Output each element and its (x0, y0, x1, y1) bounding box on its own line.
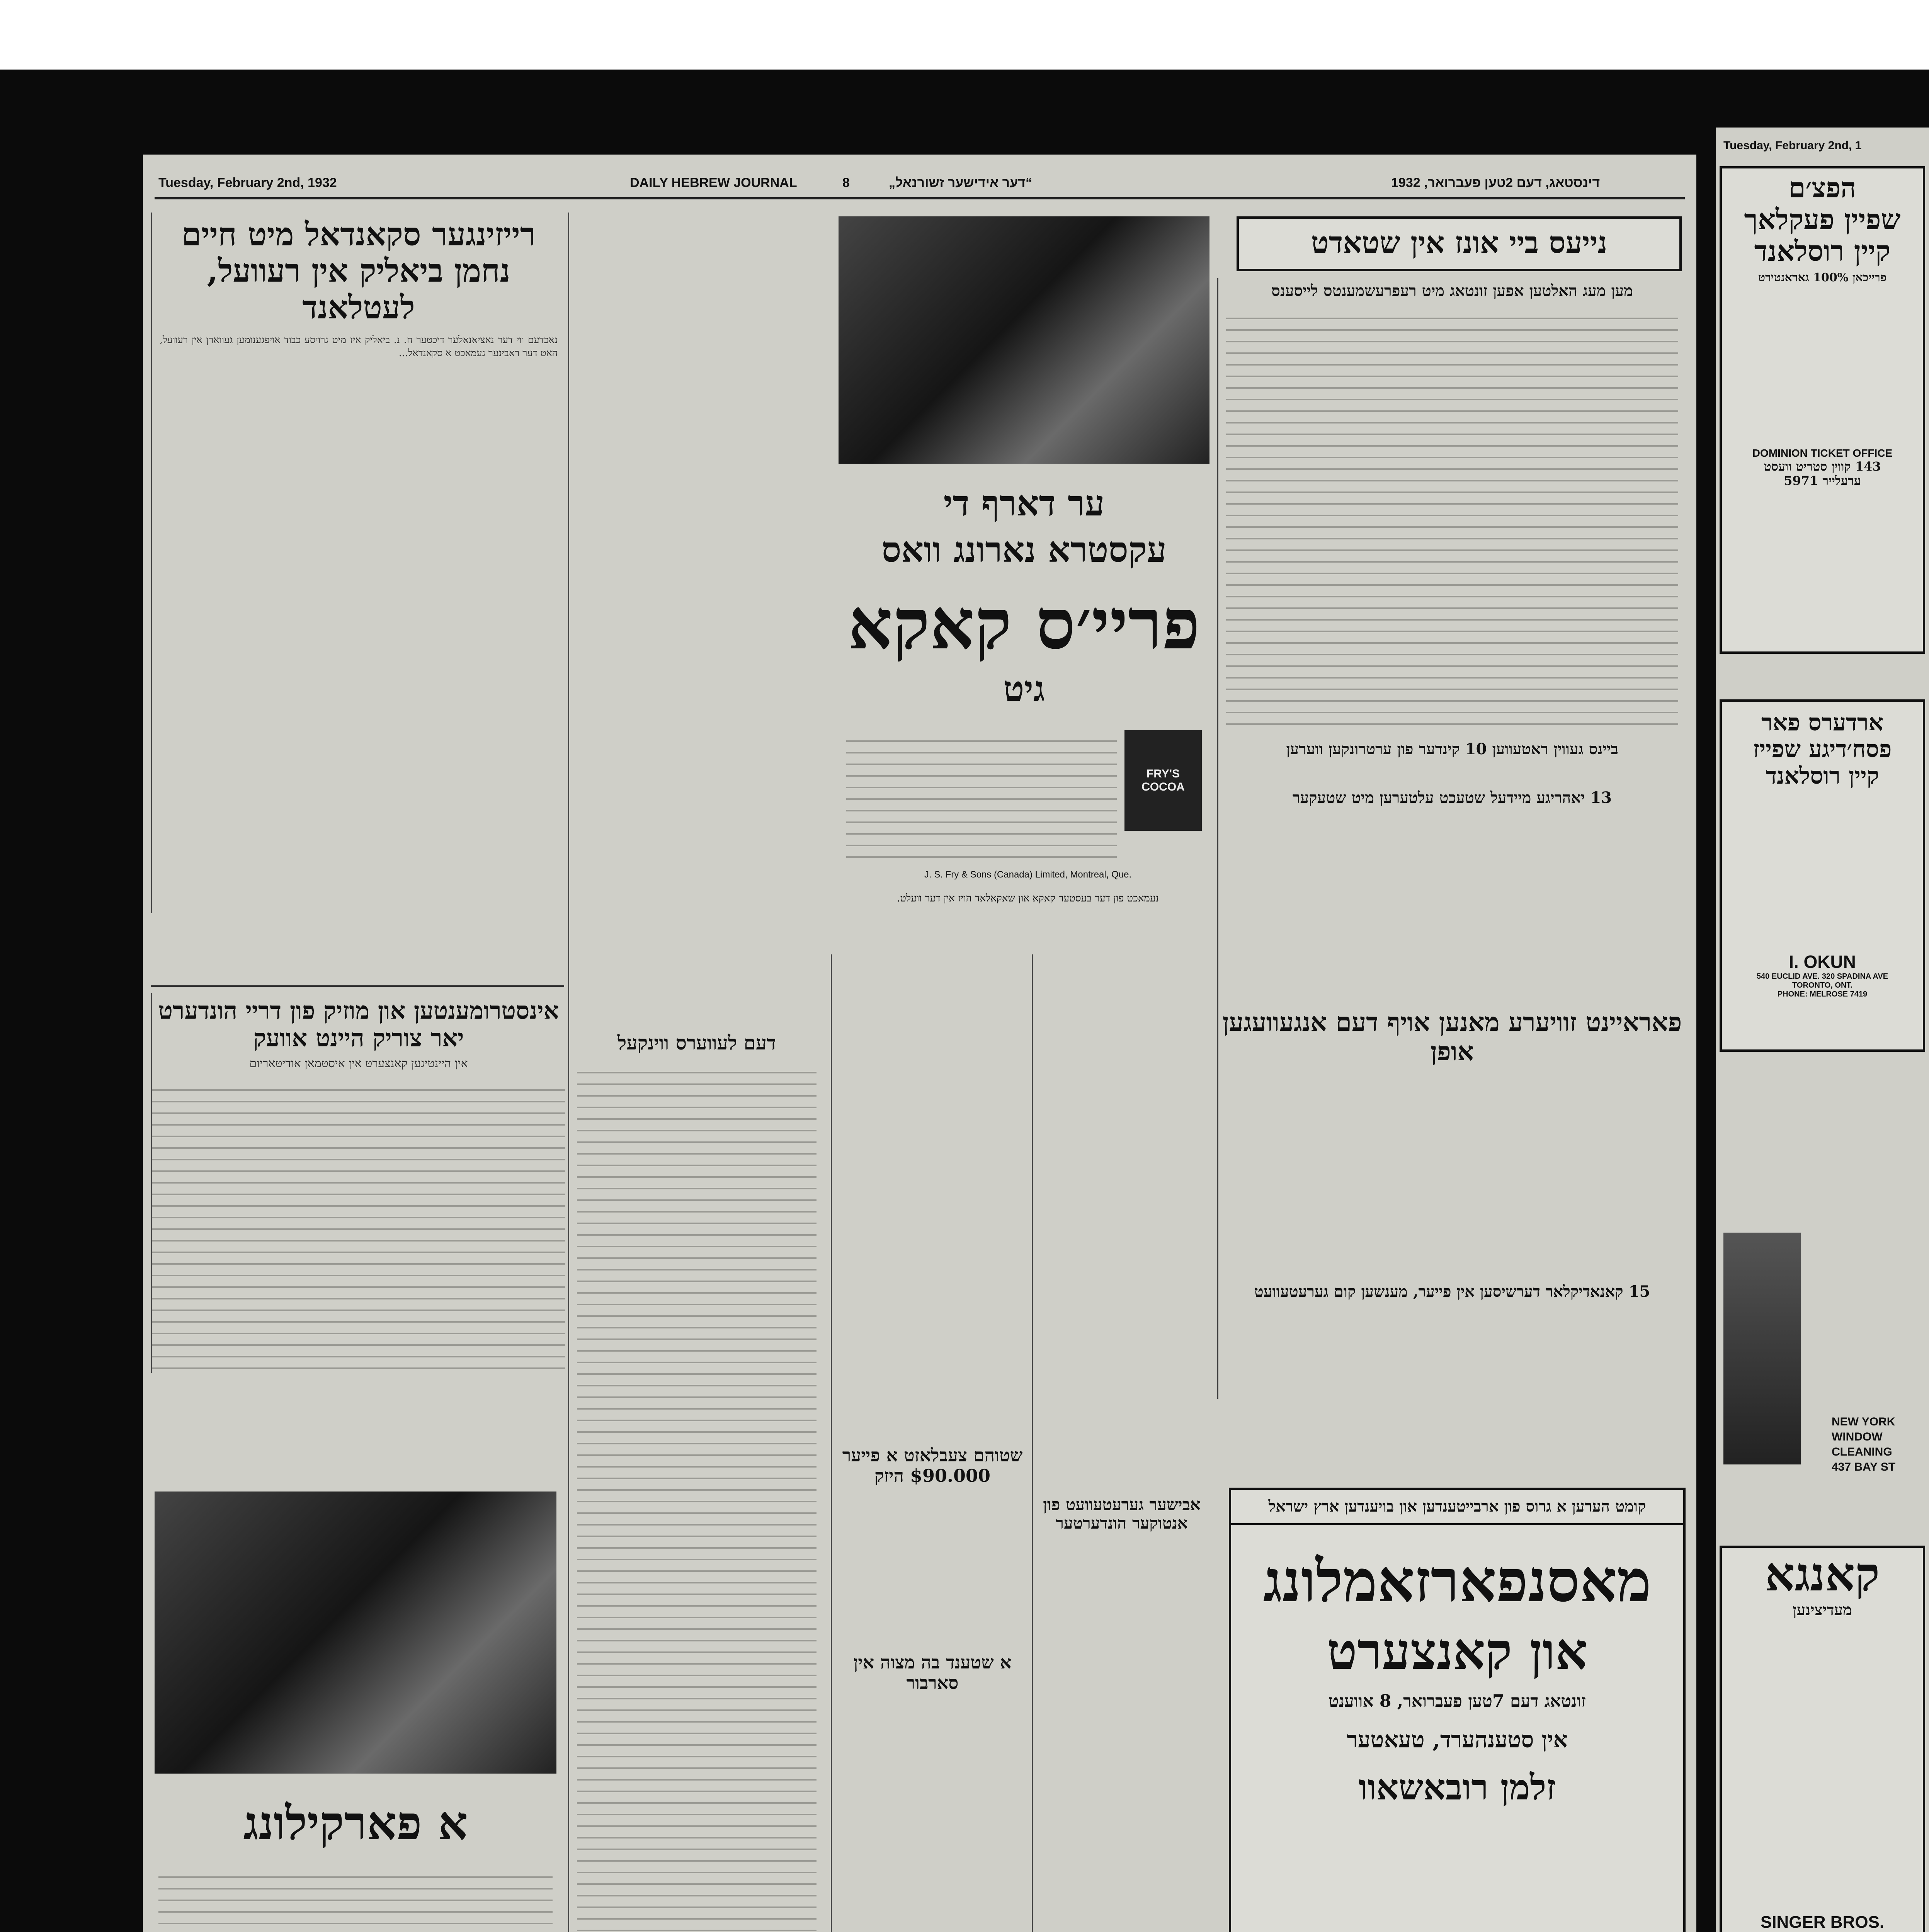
bialik-body: נאכדעם ווי דער נאציאנאלער דיכטער ח. נ. ביאליק איז מיט גרויסע כבוד אויפגענומען געווארן אין רעוועל, האט דער ראבינער געמאכט א סקאנדאל... (160, 334, 558, 359)
kanga-subtitle: מעדיצינען (1793, 1601, 1852, 1619)
window-cleaning-ad (1832, 1414, 1924, 1475)
center-column-b (1032, 954, 1211, 1932)
okun-address: 540 EUCLID AVE. 320 SPADINA AVE (1756, 972, 1888, 981)
okun-phone: PHONE: MELROSE 7419 (1777, 990, 1868, 998)
masthead-title-en: DAILY HEBREW JOURNAL (630, 175, 797, 190)
bialik-article (151, 213, 565, 913)
kanga-title: קאנגא (1765, 1547, 1880, 1602)
instruments-headline: אינסטרומענטען און מוזיק פון דריי הונדערט יאר צוריק היינט אוועק (158, 997, 559, 1053)
concert-ad (1229, 1488, 1686, 1932)
orders-line-2: פסח׳דיגע שפייז (1753, 736, 1892, 763)
adjacent-page (1716, 128, 1929, 1932)
orders-line-3: קיין רוסלאנד (1766, 762, 1879, 789)
okun-name: I. OKUN (1789, 952, 1856, 972)
ticket-office: DOMINION TICKET OFFICE (1752, 447, 1893, 459)
cocoa-tin-image: FRY'S COCOA (1124, 730, 1202, 831)
kanga-ad (1720, 1546, 1925, 1932)
orders-line-1: ארדערס פאר (1761, 709, 1883, 736)
window-line-2: WINDOW (1832, 1430, 1883, 1443)
passover-line-1: שפיין פעקלאך (1744, 202, 1901, 236)
news-1-body (1226, 308, 1678, 733)
instruments-body (152, 1079, 565, 1373)
cocoa-line-2: עקסטרא נארונג וואס (881, 529, 1167, 570)
lovers-corner-headline: דעם לעווערס ווינקעל (617, 1031, 776, 1054)
clasp-headline: א פארקילונג (243, 1796, 468, 1850)
page-number: 8 (842, 175, 850, 190)
instruments-article (151, 993, 565, 1373)
clasp-body (158, 1866, 553, 1932)
window-line-3: CLEANING (1832, 1446, 1892, 1458)
passover-line-2: קיין רוסלאנד (1754, 235, 1891, 268)
passover-title: הפצ׳ם (1788, 172, 1856, 204)
window-cleaner-illustration (1723, 1233, 1801, 1464)
local-news-title: נייעס ביי אונז אין שטאדט (1311, 225, 1608, 260)
center-column-a (831, 954, 1033, 1932)
cocoa-footer: נעמאכט פון דער בעסטער קאקא און שאקאלאד הויז אין דער וועלט. (897, 893, 1159, 904)
concert-intro: קומט הערען א גרוס פון ארבייטענדען און בויענדען ארץ ישראל (1231, 1490, 1683, 1525)
okun-city: TORONTO, ONT. (1792, 981, 1852, 990)
concert-title-2: און קאנצערט (1327, 1621, 1588, 1681)
middle-body (577, 1062, 817, 1932)
concert-title-1: מאסנפארזאמלונג (1263, 1547, 1652, 1615)
window-line-4: 437 BAY ST (1832, 1461, 1896, 1473)
passover-ad (1720, 166, 1925, 654)
child-drinking-photo (839, 216, 1209, 464)
explosion-headline: שטוהם צעבלאזט א פייער $90.000 היזק (842, 1445, 1023, 1486)
concert-date: זונטאג דעם 7טען פעברואר, 8 אווענט (1329, 1691, 1586, 1711)
singer-name: SINGER BROS. (1760, 1913, 1885, 1932)
masthead-date-yi: דינסטאג, דעם 2טען פעברואר, 1932 (1391, 175, 1600, 190)
news-3-headline: 13 יאהריגע מיידעל שטעכט עלטערען מיט שטעקער (1292, 789, 1612, 807)
masthead-title-yi: „דער אידישער זשורנאל“ (889, 175, 1033, 190)
window-line-1: NEW YORK (1832, 1415, 1895, 1428)
cocoa-gives: גיט (1003, 668, 1045, 709)
ticket-address: 143 קווין סטריט וועסט (1764, 459, 1881, 474)
ticket-phone: ערעלייר 5971 (1784, 473, 1861, 488)
concert-speaker: זלמן רובאשאוו (1358, 1767, 1556, 1808)
middle-column (568, 213, 824, 1932)
cocoa-company: J. S. Fry & Sons (Canada) Limited, Montreal, Que. (924, 869, 1132, 880)
masthead-date-en: Tuesday, February 2nd, 1932 (158, 175, 337, 190)
passover-guarantee: פרייכאן 100% גאראנטירט (1758, 271, 1887, 285)
news-4-headline: פאראיינט זוויערע מאנען אויף דעם אנגעוועגען אופן (1222, 1007, 1682, 1066)
cocoa-line-1: ער דארף די (943, 483, 1105, 524)
news-5-headline: אבישער גערעטעוועט פון אנטוקער הונדערטער (1043, 1495, 1201, 1533)
instruments-subheadline: אין היינטיגען קאנצערט אין איסטמאן אודיטאריום (249, 1056, 468, 1070)
portrait-photo (155, 1492, 556, 1774)
divider (151, 985, 564, 987)
local-news-box (1237, 216, 1682, 271)
news-6-headline: 15 קאנאדיקלאר דערשיסען אין פייער, מענשען קום גערעטעוועט (1254, 1282, 1650, 1301)
bialik-headline: רייזינגער סקאנדאל מיט חיים נחמן ביאליק אין רעוועל, לעטלאנד (181, 216, 536, 326)
cocoa-body (846, 730, 1117, 862)
news-1-headline: מען מעג האלטען אפען זונטאג מיט רעפרעשמענטס לייסענס (1271, 282, 1633, 300)
masthead (155, 170, 1685, 199)
concert-venue: אין סטענהערד, טעאטער (1347, 1726, 1568, 1753)
side-date: Tuesday, February 2nd, 1 (1723, 139, 1862, 152)
newspaper-page (143, 155, 1696, 1932)
barmitzvah-headline: א שטענד בה מצוה אין סארבור (853, 1651, 1012, 1693)
local-news-column (1217, 278, 1686, 1399)
news-2-headline: ביינס געווין ראטעווען 10 קינדער פון ערטרונקען ווערען (1286, 740, 1618, 758)
orders-ad (1720, 699, 1925, 1052)
cocoa-brand-yi: פריי׳ס קאקא (848, 583, 1200, 665)
